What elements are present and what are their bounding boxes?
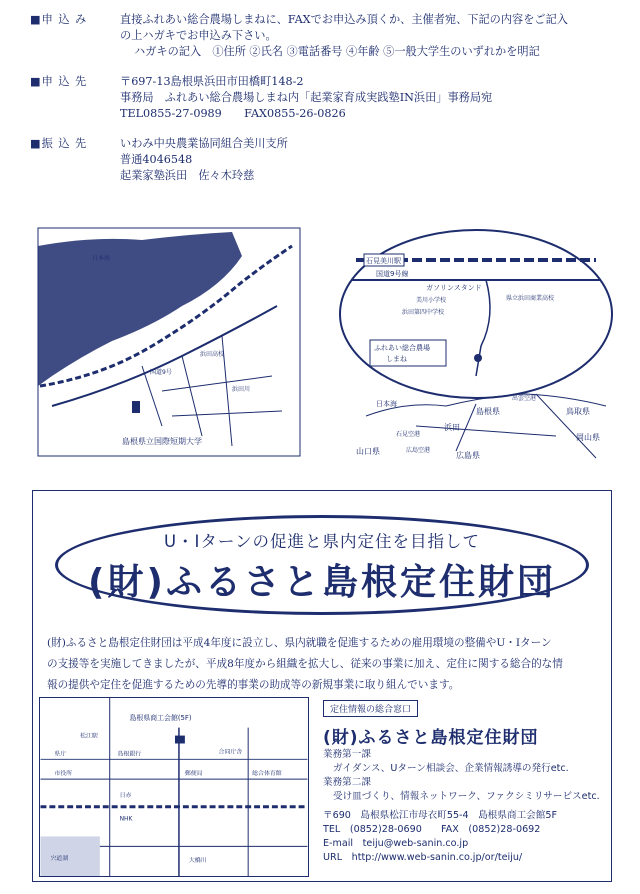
right-map-shimane: 島根県 <box>476 407 500 416</box>
right-map-gas: ガソリンスタンド <box>426 284 482 292</box>
right-map-route9: 国道9号線 <box>376 270 409 278</box>
transfer-label: ■振 込 先 <box>30 137 88 150</box>
contact-info <box>323 697 608 865</box>
right-map-station: 石見美川駅 <box>366 257 401 265</box>
application-text-2: の上ハガキでお申込み下さい。 <box>120 29 277 42</box>
panel-para-3: 報の提供や定住を促進するための先導的事業の助成等の新規事業に取り組んでいます。 <box>47 679 460 691</box>
foundation-panel <box>32 490 612 882</box>
map-post: 郵便局 <box>184 770 203 778</box>
destination-row <box>30 74 615 122</box>
contact-dept-1: 業務第一課 <box>323 749 371 760</box>
right-map-hamada: 浜田 <box>444 423 460 432</box>
contact-dept-2-desc: 受け皿づくり、情報ネットワーク、ファクシミリサービスetc. <box>333 791 600 802</box>
map-building: 島根県商工会館(5F) <box>129 713 192 722</box>
destination-address: 〒697-13島根県浜田市田橋町148-2 <box>120 75 304 88</box>
contact-address: 〒690 島根県松江市母衣町55-4 島根県商工会館5F <box>323 810 557 821</box>
transfer-holder: 起業家塾浜田 佐々木玲慈 <box>120 169 255 182</box>
access-map <box>39 697 309 877</box>
destination-office: 事務局 ふれあい総合農場しまね内「起業家育成実践塾IN浜田」事務局宛 <box>120 91 493 104</box>
left-map-university: 島根県立国際短期大学 <box>122 437 202 446</box>
transfer-row <box>30 136 615 184</box>
right-map-farm-1: ふれあい総合農場 <box>374 344 430 352</box>
map-office: 合同庁舎 <box>218 748 243 756</box>
contact-url[interactable]: URL http://www.web-sanin.co.jp/or/teiju/ <box>323 852 523 863</box>
right-map-airport: 石見空港 <box>396 431 421 438</box>
map-lake: 宍道湖 <box>50 855 69 863</box>
contact-dept-1-desc: ガイダンス、Uターン相談会、企業情報誘導の発行etc. <box>333 763 569 774</box>
right-map-okayama: 岡山県 <box>576 433 600 442</box>
left-map-sea: 日本海 <box>92 255 111 262</box>
map-shiyakusho: 市役所 <box>54 770 73 778</box>
panel-subtitle: U・Iターンの促進と県内定住を目指して <box>163 532 481 551</box>
right-map-school2: 美川小学校 <box>416 297 447 304</box>
application-row <box>30 12 615 60</box>
contact-dept-2: 業務第二課 <box>323 777 371 788</box>
transfer-bank: いわみ中央農業協同組合美川支所 <box>120 137 288 150</box>
map-kencho: 県庁 <box>54 750 67 758</box>
panel-para-1: (財)ふるさと島根定住財団は平成4年度に設立し、県内就職を促進するための雇用環境の整備やU・Iターン <box>47 637 552 649</box>
contact-tel: TEL (0852)28-0690 FAX (0852)28-0692 <box>323 824 541 835</box>
left-map-route9: 国道9号 <box>150 369 172 376</box>
application-label: ■申 込 み <box>30 13 88 26</box>
right-map-izumo: 出雲空港 <box>512 395 537 402</box>
map-river: 大橋川 <box>188 857 207 865</box>
transfer-account: 普通4046548 <box>120 153 193 166</box>
left-map-school: 浜田高校 <box>200 351 225 358</box>
map-bank: 島根銀行 <box>117 750 142 758</box>
destination-phones: TEL0855-27-0989 FAX0855-26-0826 <box>120 107 346 120</box>
panel-title: (財)ふるさと島根定住財団 <box>88 562 556 603</box>
panel-para-2: の支援等を実施してきましたが、平成8年度から組織を拡大し、従来の事業に加え、定住に関する総合的な情 <box>47 658 563 670</box>
right-map-tottori: 鳥取県 <box>566 407 590 416</box>
application-text-3: ハガキの記入 ①住所 ②氏名 ③電話番号 ④年齢 ⑤一般大学生のいずれかを明記 <box>134 45 540 58</box>
title-oval <box>55 515 589 615</box>
map-nhk: NHK <box>119 815 133 823</box>
panel-description <box>47 633 599 696</box>
right-map-jhs: 浜田第四中学校 <box>402 309 445 316</box>
map-station: 松江駅 <box>80 732 98 740</box>
destination-label: ■申 込 先 <box>30 75 88 88</box>
contact-org: (財)ふるさと島根定住財団 <box>323 728 539 748</box>
map-gym: 総合体育館 <box>252 770 282 778</box>
contact-email[interactable]: E-mail teiju@web-sanin.co.jp <box>323 838 469 849</box>
left-map-river: 浜田川 <box>232 386 251 393</box>
application-info <box>30 12 615 198</box>
right-map-farm-2: しまね <box>386 355 407 363</box>
right-map-hiroshima: 広島県 <box>456 451 480 460</box>
right-map-yamaguchi: 山口県 <box>356 447 380 456</box>
left-map <box>32 226 302 460</box>
right-map-highschool: 県立浜田商業高校 <box>506 295 555 302</box>
right-map-sea: 日本海 <box>376 400 397 408</box>
map-hospital: 日赤 <box>119 791 132 799</box>
right-map <box>336 226 616 460</box>
right-map-hiroshima-airport: 広島空港 <box>406 447 431 454</box>
application-text-1: 直接ふれあい総合農場しまねに、FAXでお申込み頂くか、主催者宛、下記の内容をご記入 <box>120 13 568 26</box>
contact-tag: 定住情報の総合窓口 <box>323 700 418 717</box>
